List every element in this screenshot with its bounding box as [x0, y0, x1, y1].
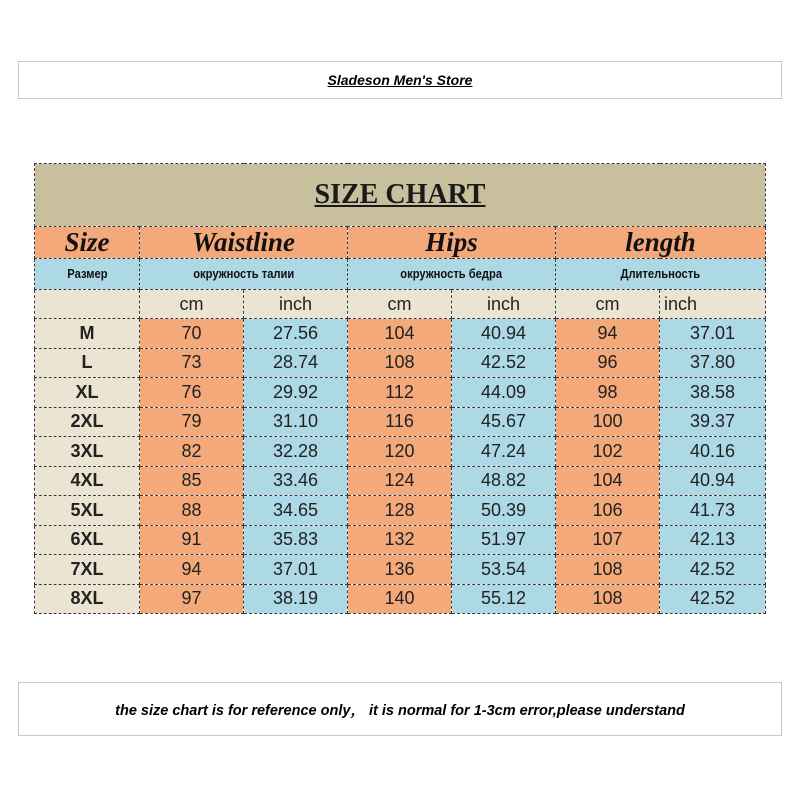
unit-cell: cm [556, 290, 660, 319]
size-cell: XL [35, 378, 140, 408]
waist-cm-cell: 76 [140, 378, 244, 408]
length-inch-cell: 40.94 [660, 466, 766, 496]
waist-inch-cell: 31.10 [244, 407, 348, 437]
size-cell: L [35, 348, 140, 378]
size-chart-table [34, 163, 766, 614]
table-row [35, 584, 766, 614]
table-row [35, 348, 766, 378]
hips-inch-cell: 48.82 [452, 466, 556, 496]
waist-inch-cell: 38.19 [244, 584, 348, 614]
length-inch-cell: 38.58 [660, 378, 766, 408]
length-cm-cell: 96 [556, 348, 660, 378]
waist-cm-cell: 88 [140, 496, 244, 526]
table-row [35, 466, 766, 496]
table-row [35, 378, 766, 408]
hips-cm-cell: 112 [348, 378, 452, 408]
length-inch-cell: 42.52 [660, 555, 766, 585]
hips-inch-cell: 51.97 [452, 525, 556, 555]
unit-cell-empty [35, 290, 140, 319]
waist-cm-cell: 91 [140, 525, 244, 555]
length-inch-cell: 37.01 [660, 319, 766, 349]
waist-inch-cell: 34.65 [244, 496, 348, 526]
size-cell: 6XL [35, 525, 140, 555]
unit-cell: cm [348, 290, 452, 319]
length-cm-cell: 106 [556, 496, 660, 526]
disclaimer-text: the size chart is for reference only， it is normal for 1-3cm error,please understand [115, 702, 685, 719]
length-cm-cell: 107 [556, 525, 660, 555]
unit-row [35, 290, 766, 319]
waist-inch-cell: 35.83 [244, 525, 348, 555]
hips-inch-cell: 50.39 [452, 496, 556, 526]
hips-cm-cell: 108 [348, 348, 452, 378]
length-cm-cell: 104 [556, 466, 660, 496]
length-inch-cell: 40.16 [660, 437, 766, 467]
table-row [35, 555, 766, 585]
length-cm-cell: 108 [556, 555, 660, 585]
length-inch-cell: 42.52 [660, 584, 766, 614]
waist-inch-cell: 28.74 [244, 348, 348, 378]
waist-cm-cell: 85 [140, 466, 244, 496]
waist-cm-cell: 70 [140, 319, 244, 349]
header-ru-waistline: окружность талии [140, 259, 348, 290]
hips-cm-cell: 128 [348, 496, 452, 526]
hips-inch-cell: 45.67 [452, 407, 556, 437]
hips-inch-cell: 40.94 [452, 319, 556, 349]
header-waistline: Waistline [140, 227, 348, 259]
waist-cm-cell: 82 [140, 437, 244, 467]
disclaimer-banner [18, 682, 782, 736]
header-hips: Hips [348, 227, 556, 259]
header-size: Size [35, 227, 140, 259]
store-name: Sladeson Men's Store [327, 72, 473, 88]
size-cell: 8XL [35, 584, 140, 614]
chart-title: SIZE CHART [314, 179, 486, 210]
size-cell: 3XL [35, 437, 140, 467]
size-cell: M [35, 319, 140, 349]
unit-cell: inch [660, 290, 766, 319]
russian-header-row [35, 259, 766, 290]
waist-inch-cell: 29.92 [244, 378, 348, 408]
size-cell: 4XL [35, 466, 140, 496]
hips-inch-cell: 47.24 [452, 437, 556, 467]
header-ru-length: Длительность [556, 259, 766, 290]
table-row [35, 437, 766, 467]
length-cm-cell: 102 [556, 437, 660, 467]
length-cm-cell: 98 [556, 378, 660, 408]
waist-cm-cell: 97 [140, 584, 244, 614]
hips-inch-cell: 42.52 [452, 348, 556, 378]
hips-inch-cell: 53.54 [452, 555, 556, 585]
length-inch-cell: 37.80 [660, 348, 766, 378]
hips-cm-cell: 132 [348, 525, 452, 555]
store-banner [18, 61, 782, 99]
title-cell [35, 164, 766, 227]
hips-cm-cell: 116 [348, 407, 452, 437]
unit-cell: inch [452, 290, 556, 319]
waist-inch-cell: 37.01 [244, 555, 348, 585]
hips-cm-cell: 140 [348, 584, 452, 614]
size-cell: 7XL [35, 555, 140, 585]
length-cm-cell: 100 [556, 407, 660, 437]
waist-inch-cell: 27.56 [244, 319, 348, 349]
size-cell: 2XL [35, 407, 140, 437]
table-row [35, 496, 766, 526]
waist-cm-cell: 94 [140, 555, 244, 585]
length-inch-cell: 41.73 [660, 496, 766, 526]
header-ru-size: Размер [35, 259, 140, 290]
table-row [35, 525, 766, 555]
waist-inch-cell: 32.28 [244, 437, 348, 467]
hips-cm-cell: 104 [348, 319, 452, 349]
hips-cm-cell: 136 [348, 555, 452, 585]
table-row [35, 319, 766, 349]
waist-cm-cell: 79 [140, 407, 244, 437]
hips-inch-cell: 44.09 [452, 378, 556, 408]
unit-cell: cm [140, 290, 244, 319]
hips-inch-cell: 55.12 [452, 584, 556, 614]
waist-inch-cell: 33.46 [244, 466, 348, 496]
header-length: length [556, 227, 766, 259]
hips-cm-cell: 124 [348, 466, 452, 496]
length-inch-cell: 42.13 [660, 525, 766, 555]
unit-cell: inch [244, 290, 348, 319]
hips-cm-cell: 120 [348, 437, 452, 467]
length-cm-cell: 94 [556, 319, 660, 349]
table-row [35, 407, 766, 437]
header-ru-hips: окружность бедра [348, 259, 556, 290]
length-cm-cell: 108 [556, 584, 660, 614]
length-inch-cell: 39.37 [660, 407, 766, 437]
header-row [35, 227, 766, 259]
waist-cm-cell: 73 [140, 348, 244, 378]
size-cell: 5XL [35, 496, 140, 526]
title-row [35, 164, 766, 227]
